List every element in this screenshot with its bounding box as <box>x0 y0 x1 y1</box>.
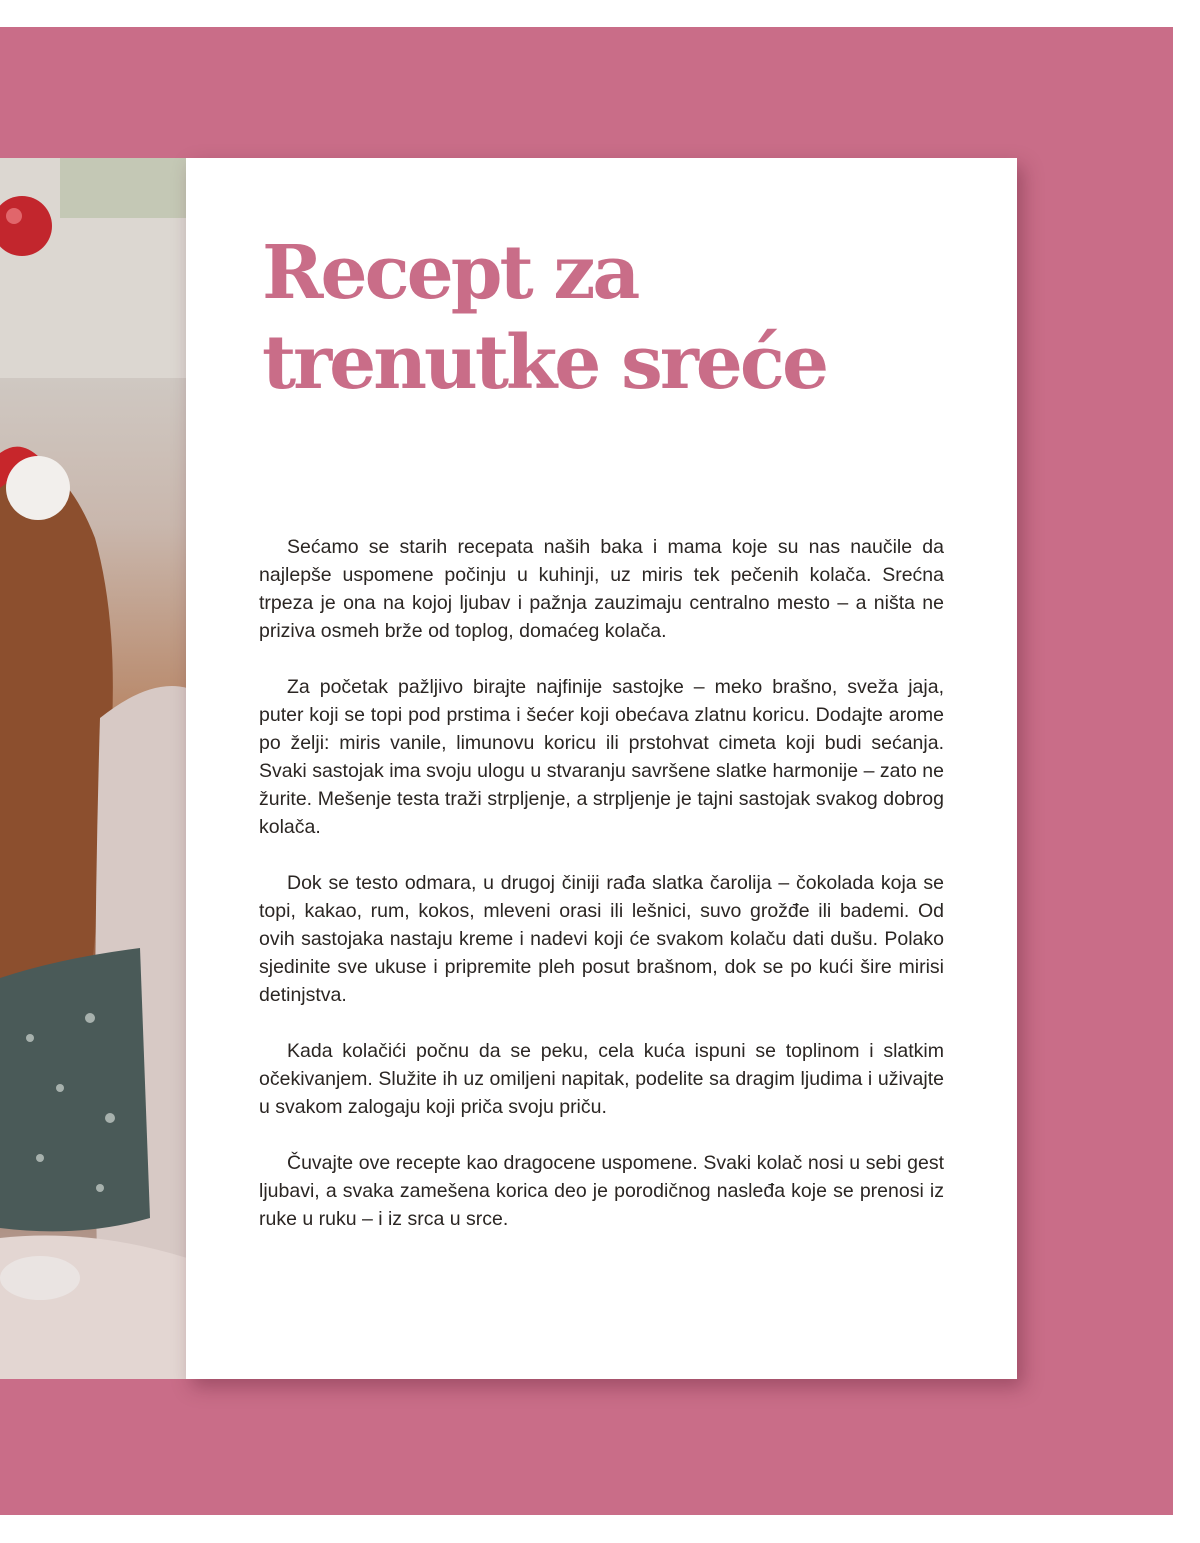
article-card <box>186 158 1017 1379</box>
paragraph-3: Dok se testo odmara, u drugoj činiji rađa slatka čarolija – čokolada koja se topi, kakao, rum, kokos, mleveni orasi ili lešnici, suvo grožđe ili bademi. Od ovih sastojaka nastaju kreme i nadevi koji će svakom kolaču dati dušu. Polako sjedinite sve ukuse i pripremite pleh posut brašnom, dok se po kući šire mirisi detinjstva. <box>259 872 944 1006</box>
santa-hat-pompom <box>6 456 70 520</box>
apron <box>0 948 150 1231</box>
photo-illustration <box>0 158 187 1379</box>
paragraph-2: Za početak pažljivo birajte najfinije sastojke – meko brašno, sveža jaja, puter koji se topi pod prstima i šećer koji obećava zlatnu koricu. Dodajte arome po želji: miris vanile, limunovu koricu ili prstohvat cimeta koji budi sećanja. Svaki sastojak ima svoju ulogu u stvaranju savršene slatke harmonije – zato ne žurite. Mešenje testa traži strpljenje, a strpljenje je tajni sastojak svakog dobrog kolača. <box>259 676 944 838</box>
paragraph-5: Čuvajte ove recepte kao dragocene uspomene. Svaki kolač nosi u sebi gest ljubavi, a svaka zamešena korica deo je porodičnog nasleđa koje se prenosi iz ruke u ruku – i iz srca u srce. <box>259 1152 944 1230</box>
ornament-highlight <box>6 208 22 224</box>
hand <box>0 1256 80 1300</box>
article-body <box>259 533 944 1261</box>
photo-greenery <box>60 158 187 218</box>
paragraph-4: Kada kolačići počnu da se peku, cela kuća ispuni se toplinom i slatkim očekivanjem. Služite ih uz omiljeni napitak, podelite sa dragim ljudima i uživajte u svakom zalogaju koji priča svoju priču. <box>259 1040 944 1118</box>
title-line-2: trenutke sreće <box>262 320 827 406</box>
article-title <box>262 228 826 408</box>
paragraph-1: Sećamo se starih recepata naših baka i mama koje su nas naučile da najlepše uspomene počinju u kuhinji, uz miris tek pečenih kolača. Srećna trpeza je ona na kojoj ljubav i pažnja zauzimaju centralno mesto – a ništa ne priziva osmeh brže od toplog, domaćeg kolača. <box>259 536 944 642</box>
christmas-baking-photo <box>0 158 187 1379</box>
title-line-1: Recept za <box>262 230 638 316</box>
